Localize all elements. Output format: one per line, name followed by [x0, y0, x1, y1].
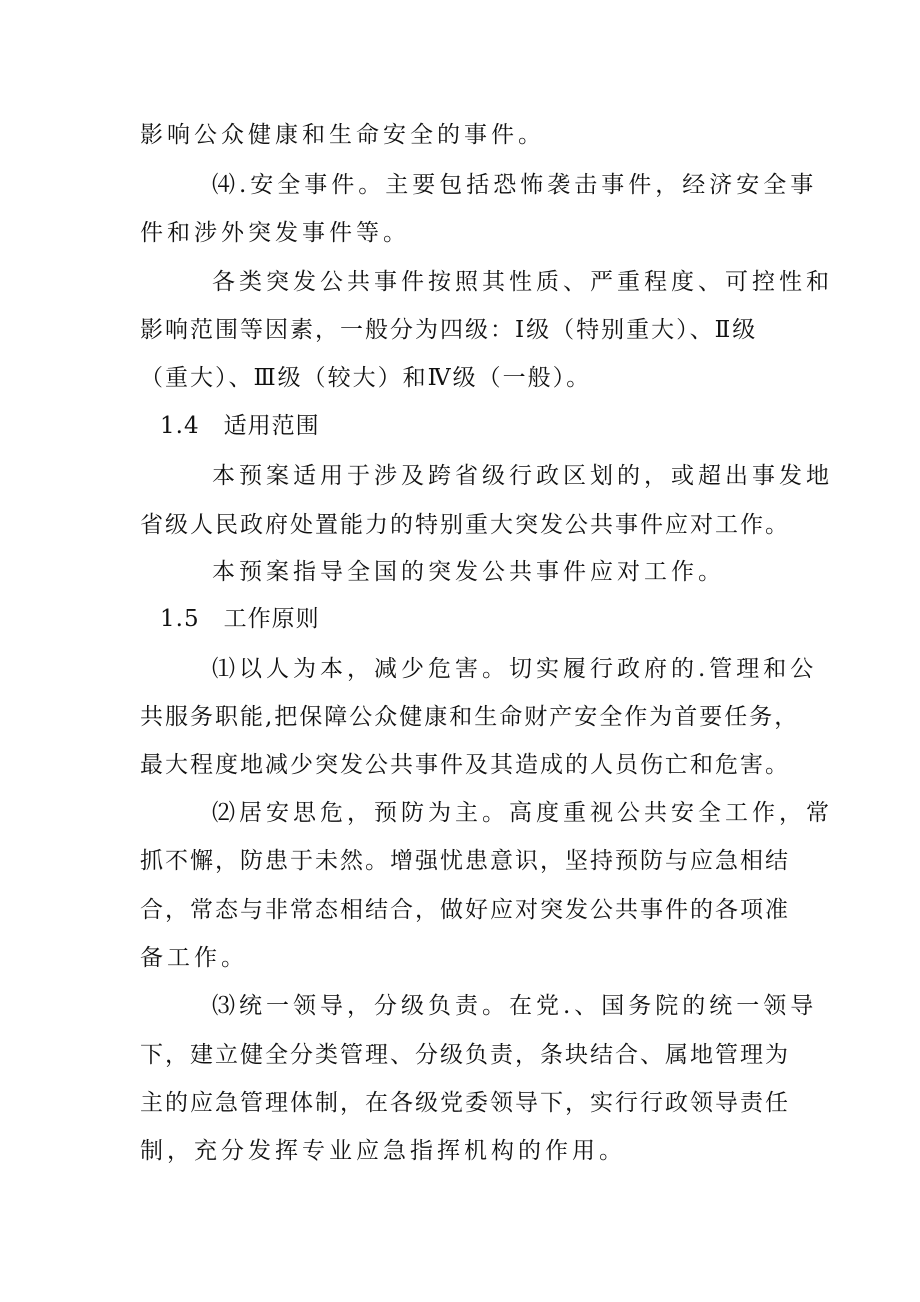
- text-line: 抓不懈，防患于未然。增强忧患意识，坚持预防与应急相结: [140, 848, 790, 874]
- text-line: 共服务职能,把保障公众健康和生命财产安全作为首要任务，: [140, 704, 800, 730]
- text-line: 下，建立健全分类管理、分级负责，条块结合、属地管理为: [140, 1042, 790, 1068]
- text-line: 合，常态与非常态相结合，做好应对突发公共事件的各项准: [140, 897, 790, 923]
- text-line: 影响公众健康和生命安全的事件。: [140, 122, 545, 148]
- section-heading: 1.5 工作原则: [160, 606, 320, 632]
- text-line: 本预案指导全国的突发公共事件应对工作。: [212, 559, 725, 585]
- text-line: 件和涉外突发事件等。: [140, 220, 410, 246]
- text-line: 各类突发公共事件按照其性质、严重程度、可控性和: [212, 269, 833, 295]
- text-line: 最大程度地减少突发公共事件及其造成的人员伤亡和危害。: [140, 752, 790, 778]
- text-line: （重大）、Ⅲ级（较大）和Ⅳ级（一般）。: [140, 365, 592, 391]
- text-line: 主的应急管理体制，在各级党委领导下，实行行政领导责任: [140, 1090, 790, 1116]
- text-line: ⑶统一领导，分级负责。在党.、国务院的统一领导: [212, 993, 818, 1019]
- text-line: 省级人民政府处置能力的特别重大突发公共事件应对工作。: [140, 512, 790, 538]
- text-line: 制，充分发挥专业应急指挥机构的作用。: [140, 1138, 626, 1164]
- text-line: 本预案适用于涉及跨省级行政区划的，或超出事发地: [212, 463, 833, 489]
- text-line: ⑵居安思危，预防为主。高度重视公共安全工作，常: [212, 800, 833, 826]
- text-line: ⑷.安全事件。主要包括恐怖袭击事件，经济安全事: [212, 172, 818, 198]
- section-heading: 1.4 适用范围: [160, 413, 320, 439]
- text-line: ⑴以人为本，减少危害。切实履行政府的.管理和公: [212, 656, 818, 682]
- text-line: 影响范围等因素，一般分为四级：Ⅰ级（特别重大）、Ⅱ级: [140, 317, 758, 343]
- text-line: 备工作。: [140, 945, 248, 971]
